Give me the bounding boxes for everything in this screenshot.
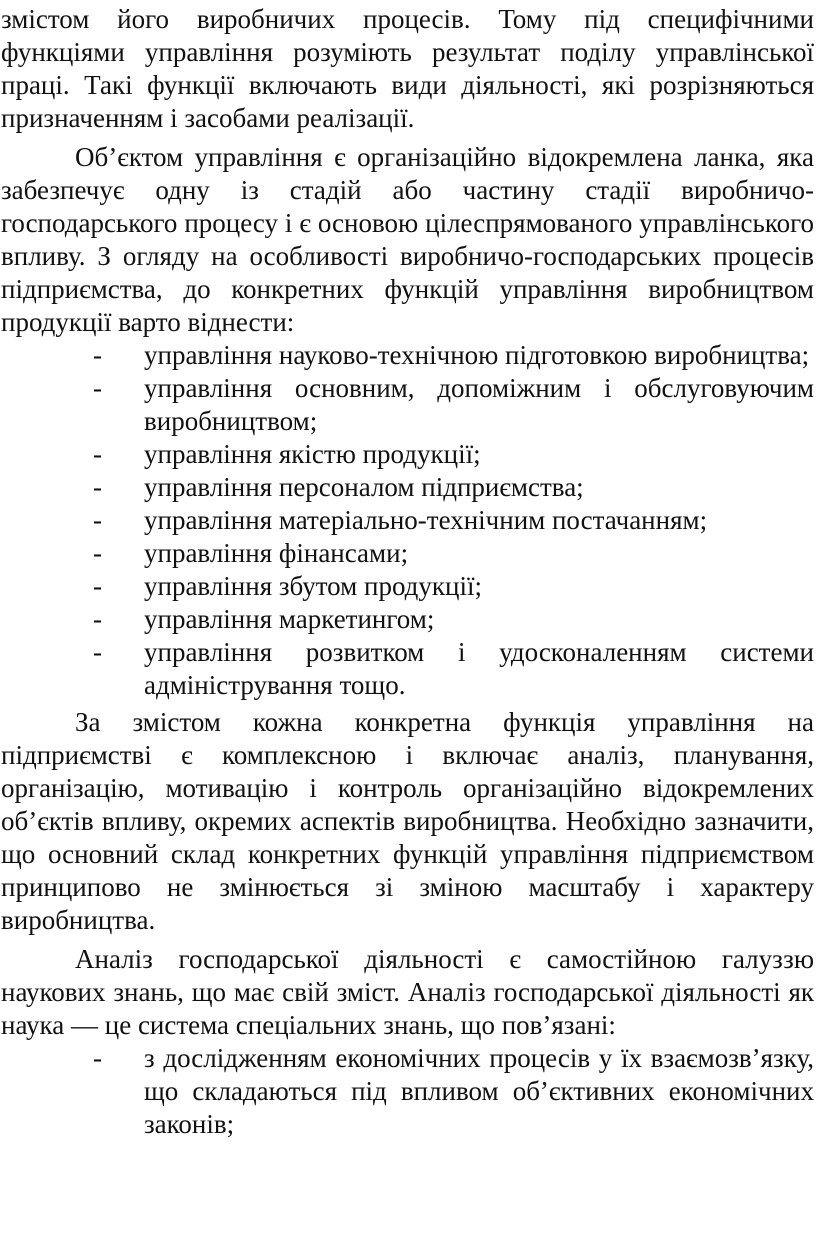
dash-marker: - <box>93 439 102 469</box>
dash-marker: - <box>93 538 102 568</box>
list-item-text: управління персоналом підприємства; <box>144 472 584 502</box>
list-item <box>1 372 814 438</box>
dash-marker: - <box>93 340 102 370</box>
list-item-text: управління фінансами; <box>144 538 409 568</box>
object-paragraph: Об’єктом управління є організаційно відокремлена ланка, яка забезпечує одну із стадій або частину стадії виробничо-господарського процесу і є основою цілеспрямованого управлінського впливу. З огляду на особливості виробничо-господарських процесів підприємства, до конкретних функцій управління виробництвом продукції варто віднести: <box>1 142 814 337</box>
analysis-list <box>1 1042 814 1141</box>
list-item-text: управління основним, допоміжним і обслуговуючим виробництвом; <box>144 373 814 436</box>
list-item <box>1 1042 814 1141</box>
dash-marker: - <box>93 472 102 502</box>
list-item <box>1 537 814 570</box>
list-item <box>1 339 814 372</box>
dash-marker: - <box>93 373 102 403</box>
analysis-paragraph: Аналіз господарської діяльності є самостійною галуззю наукових знань, що має свій зміст. Аналіз господарської діяльності як наука — це система спеціальних знань, що пов’язані: <box>1 944 814 1040</box>
list-item-text: управління збутом продукції; <box>144 571 482 601</box>
dash-marker: - <box>93 604 102 634</box>
dash-marker: - <box>93 571 102 601</box>
list-item <box>1 636 814 702</box>
list-item-text: управління якістю продукції; <box>144 439 481 469</box>
dash-marker: - <box>93 505 102 535</box>
list-item-text: управління розвитком і удосконаленням системи адміністрування тощо. <box>144 637 814 700</box>
list-item <box>1 504 814 537</box>
content-paragraph: За змістом кожна конкретна функція управління на підприємстві є комплексною і включає аналіз, планування, організацію, мотивацію і контроль організаційно відокремлених об’єктів впливу, окремих аспектів виробництва. Необхідно зазначити, що основний склад конкретних функцій управління підприємством принципово не змінюється зі зміною масштабу і характеру виробництва. <box>1 707 814 935</box>
dash-marker: - <box>93 1043 102 1073</box>
list-item <box>1 471 814 504</box>
list-item-text: управління матеріально-технічним постачанням; <box>144 505 708 535</box>
list-item-text: з дослідженням економічних процесів у їх взаємозв’язку, що складаються під впливом об’єктивних економічних законів; <box>144 1043 814 1139</box>
list-item-text: управління науково-технічною підготовкою виробництва; <box>144 340 810 370</box>
intro-paragraph: змістом його виробничих процесів. Тому під специфічними функціями управління розуміють результат поділу управлінської праці. Такі функції включають види діяльності, які розрізняються призначенням і засобами реалізації. <box>1 4 814 133</box>
functions-list <box>1 339 814 702</box>
list-item <box>1 603 814 636</box>
list-item-text: управління маркетингом; <box>144 604 435 634</box>
list-item <box>1 438 814 471</box>
list-item <box>1 570 814 603</box>
dash-marker: - <box>93 637 102 667</box>
